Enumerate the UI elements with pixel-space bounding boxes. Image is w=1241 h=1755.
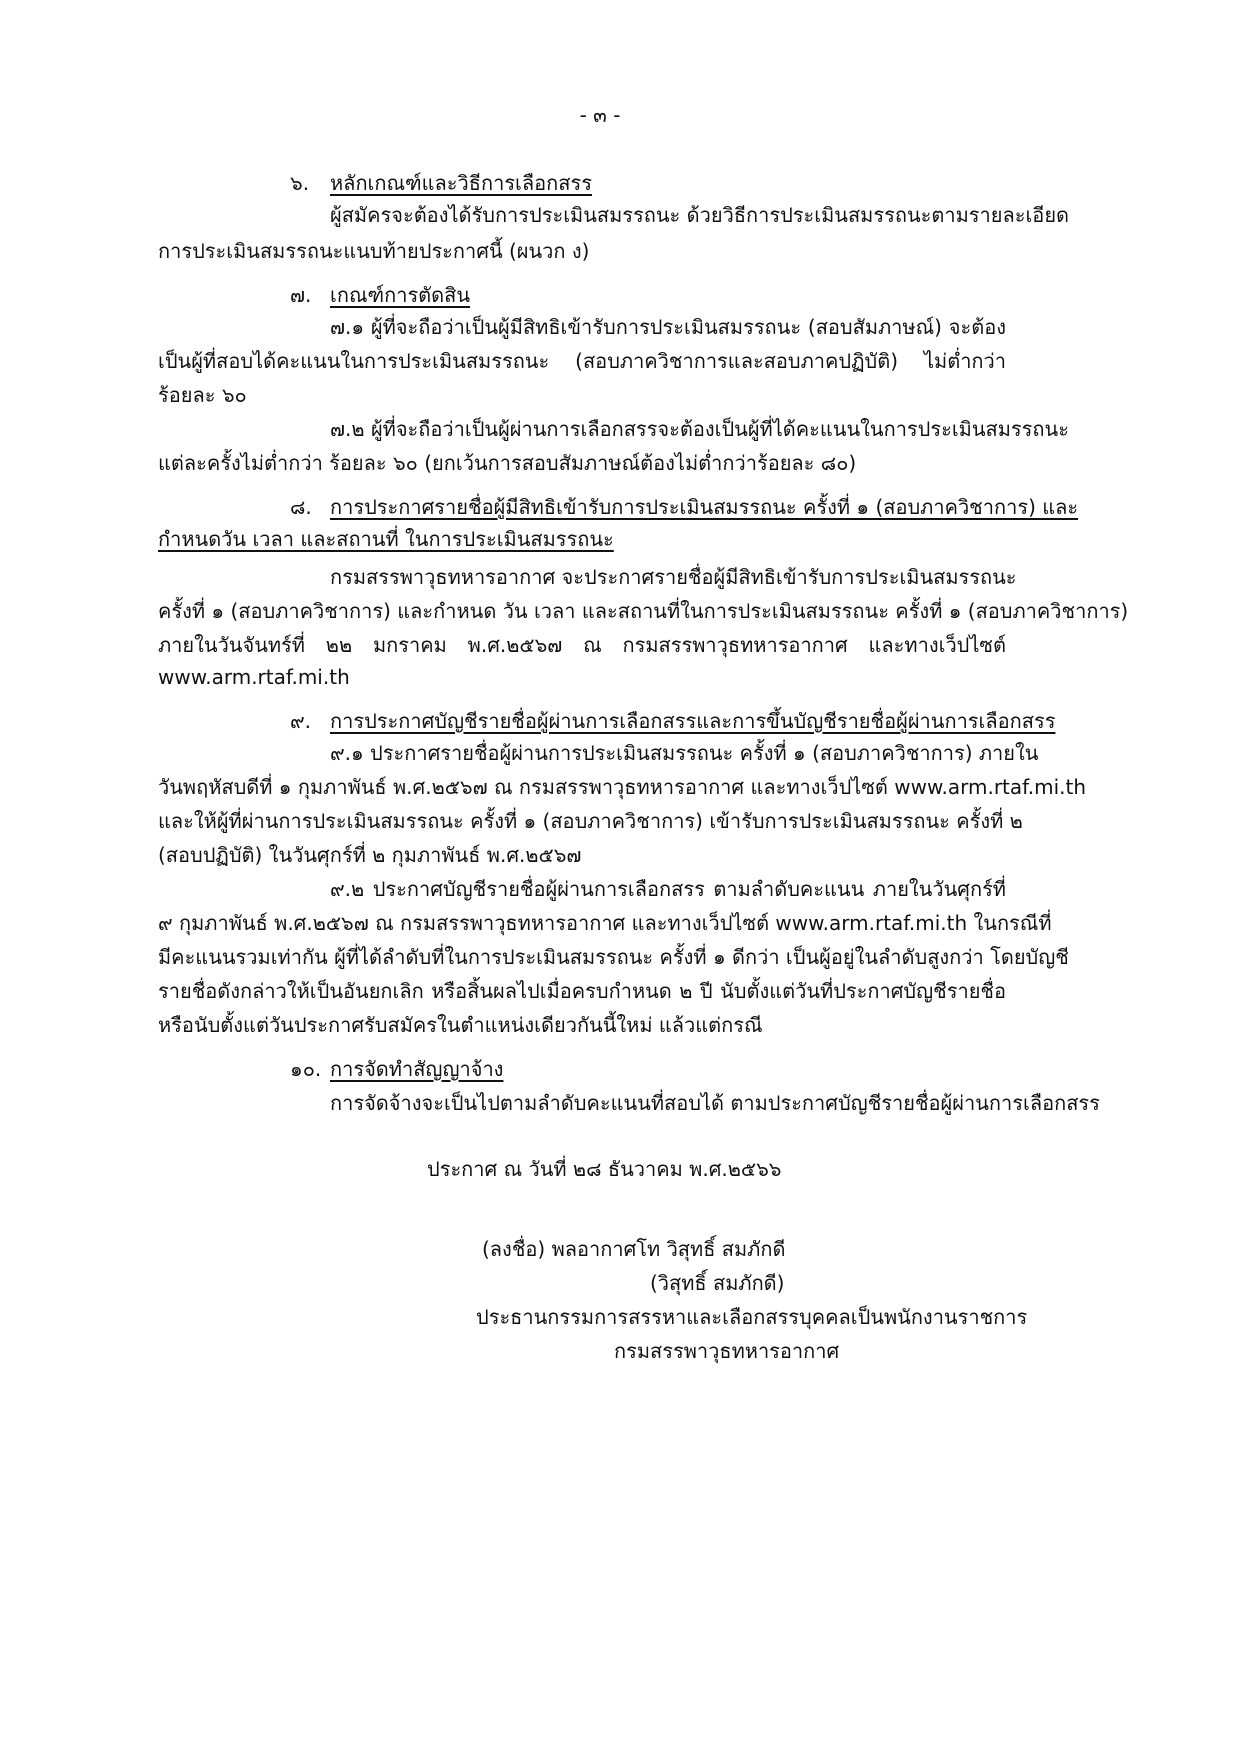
section-7-title: เกณฑ์การตัดสิน	[330, 283, 471, 307]
page-number: - ๓ -	[579, 103, 621, 127]
section-7-2-line: ๗.๒ ผู้ที่จะถือว่าเป็นผู้ผ่านการเลือกสรรจะต้องเป็นผู้ที่ได้คะแนนในการประเมินสมรรถนะ	[330, 417, 1069, 441]
section-7-1-line: ๗.๑ ผู้ที่จะถือว่าเป็นผู้มีสิทธิเข้ารับการประเมินสมรรถนะ (สอบสัมภาษณ์) จะต้อง	[330, 315, 1006, 339]
section-9-2-line: หรือนับตั้งแต่วันประกาศรับสมัครในตำแหน่งเดียวกันนี้ใหม่ แล้วแต่กรณี	[158, 1013, 763, 1037]
section-7-2-line: แต่ละครั้งไม่ต่ำกว่า ร้อยละ ๖๐ (ยกเว้นการสอบสัมภาษณ์ต้องไม่ต่ำกว่าร้อยละ ๘๐)	[158, 451, 857, 475]
section-9-2-line: มีคะแนนรวมเท่ากัน ผู้ที่ได้ลำดับที่ในการประเมินสมรรถนะ ครั้งที่ ๑ ดีกว่า เป็นผู้อยู่ในลำดับสูงกว่า โดยบัญชี	[158, 945, 1069, 969]
section-6-number: ๖.	[290, 171, 310, 195]
section-8-title: กำหนดวัน เวลา และสถานที่ ในการประเมินสมรรถนะ	[158, 527, 614, 551]
section-6-title: หลักเกณฑ์และวิธีการเลือกสรร	[330, 171, 592, 195]
announcement-date: ประกาศ ณ วันที่ ๒๘ ธันวาคม พ.ศ.๒๕๖๖	[427, 1157, 782, 1181]
section-9-title: การประกาศบัญชีรายชื่อผู้ผ่านการเลือกสรรและการขึ้นบัญชีรายชื่อผู้ผ่านการเลือกสรร	[330, 709, 1056, 733]
section-9-1-line: และให้ผู้ที่ผ่านการประเมินสมรรถนะ ครั้งที่ ๑ (สอบภาควิชาการ) เข้ารับการประเมินสมรรถนะ ครั้งที่ ๒	[158, 809, 1023, 833]
section-9-2-line: ๙.๒ ประกาศบัญชีรายชื่อผู้ผ่านการเลือกสรร ตามลำดับคะแนน ภายในวันศุกร์ที่	[330, 877, 1006, 901]
section-10-title: การจัดทำสัญญาจ้าง	[330, 1057, 504, 1081]
signature-line: (ลงชื่อ) พลอากาศโท วิสุทธิ์ สมภักดี	[482, 1237, 786, 1261]
section-8-number: ๘.	[290, 495, 312, 519]
section-10-body: การจัดจ้างจะเป็นไปตามลำดับคะแนนที่สอบได้ ตามประกาศบัญชีรายชื่อผู้ผ่านการเลือกสรร	[330, 1091, 1100, 1115]
section-10-number: ๑๐.	[290, 1057, 322, 1081]
section-9-1-line: (สอบปฏิบัติ) ในวันศุกร์ที่ ๒ กุมภาพันธ์ พ.ศ.๒๕๖๗	[158, 843, 582, 867]
section-9-number: ๙.	[290, 709, 312, 733]
section-6-body-line: การประเมินสมรรถนะแนบท้ายประกาศนี้ (ผนวก ง)	[158, 239, 590, 263]
signatory-name: (วิสุทธิ์ สมภักดี)	[650, 1271, 785, 1295]
section-6-body-line: ผู้สมัครจะต้องได้รับการประเมินสมรรถนะ ด้วยวิธีการประเมินสมรรถนะตามรายละเอียด	[330, 203, 1070, 227]
section-9-1-line: วันพฤหัสบดีที่ ๑ กุมภาพันธ์ พ.ศ.๒๕๖๗ ณ กรมสรรพาวุธทหารอากาศ และทางเว็ปไซต์ www.arm.rtaf.mi.th	[158, 775, 1087, 799]
section-8-body-line: ภายในวันจันทร์ที่ ๒๒ มกราคม พ.ศ.๒๕๖๗ ณ กรมสรรพาวุธทหารอากาศ และทางเว็ปไซต์	[158, 633, 1006, 657]
section-9-2-line: ๙ กุมภาพันธ์ พ.ศ.๒๕๖๗ ณ กรมสรรพาวุธทหารอากาศ และทางเว็ปไซต์ www.arm.rtaf.mi.th ในกรณีที่	[158, 911, 1052, 935]
section-8-website: www.arm.rtaf.mi.th	[158, 665, 350, 689]
section-9-2-line: รายชื่อดังกล่าวให้เป็นอันยกเลิก หรือสิ้นผลไปเมื่อครบกำหนด ๒ ปี นับตั้งแต่วันที่ประกาศบัญชีรายชื่อ	[158, 979, 1006, 1003]
section-7-number: ๗.	[290, 283, 312, 307]
signatory-position: ประธานกรรมการสรรหาและเลือกสรรบุคคลเป็นพนักงานราชการ	[476, 1305, 1028, 1329]
section-8-body-line: กรมสรรพาวุธทหารอากาศ จะประกาศรายชื่อผู้มีสิทธิเข้ารับการประเมินสมรรถนะ	[330, 565, 1017, 589]
section-7-1-line: เป็นผู้ที่สอบได้คะแนนในการประเมินสมรรถนะ (สอบภาควิชาการและสอบภาคปฏิบัติ) ไม่ต่ำกว่า	[158, 349, 1006, 373]
section-7-1-line: ร้อยละ ๖๐	[158, 383, 247, 407]
section-8-body-line: ครั้งที่ ๑ (สอบภาควิชาการ) และกำหนด วัน เวลา และสถานที่ในการประเมินสมรรถนะ ครั้งที่ ๑ (สอบภาควิชาการ)	[158, 599, 1129, 623]
signatory-organization: กรมสรรพาวุธทหารอากาศ	[614, 1339, 840, 1363]
section-8-title: การประกาศรายชื่อผู้มีสิทธิเข้ารับการประเมินสมรรถนะ ครั้งที่ ๑ (สอบภาควิชาการ) และ	[330, 495, 1079, 519]
section-9-1-line: ๙.๑ ประกาศรายชื่อผู้ผ่านการประเมินสมรรถนะ ครั้งที่ ๑ (สอบภาควิชาการ) ภายใน	[330, 741, 1039, 765]
